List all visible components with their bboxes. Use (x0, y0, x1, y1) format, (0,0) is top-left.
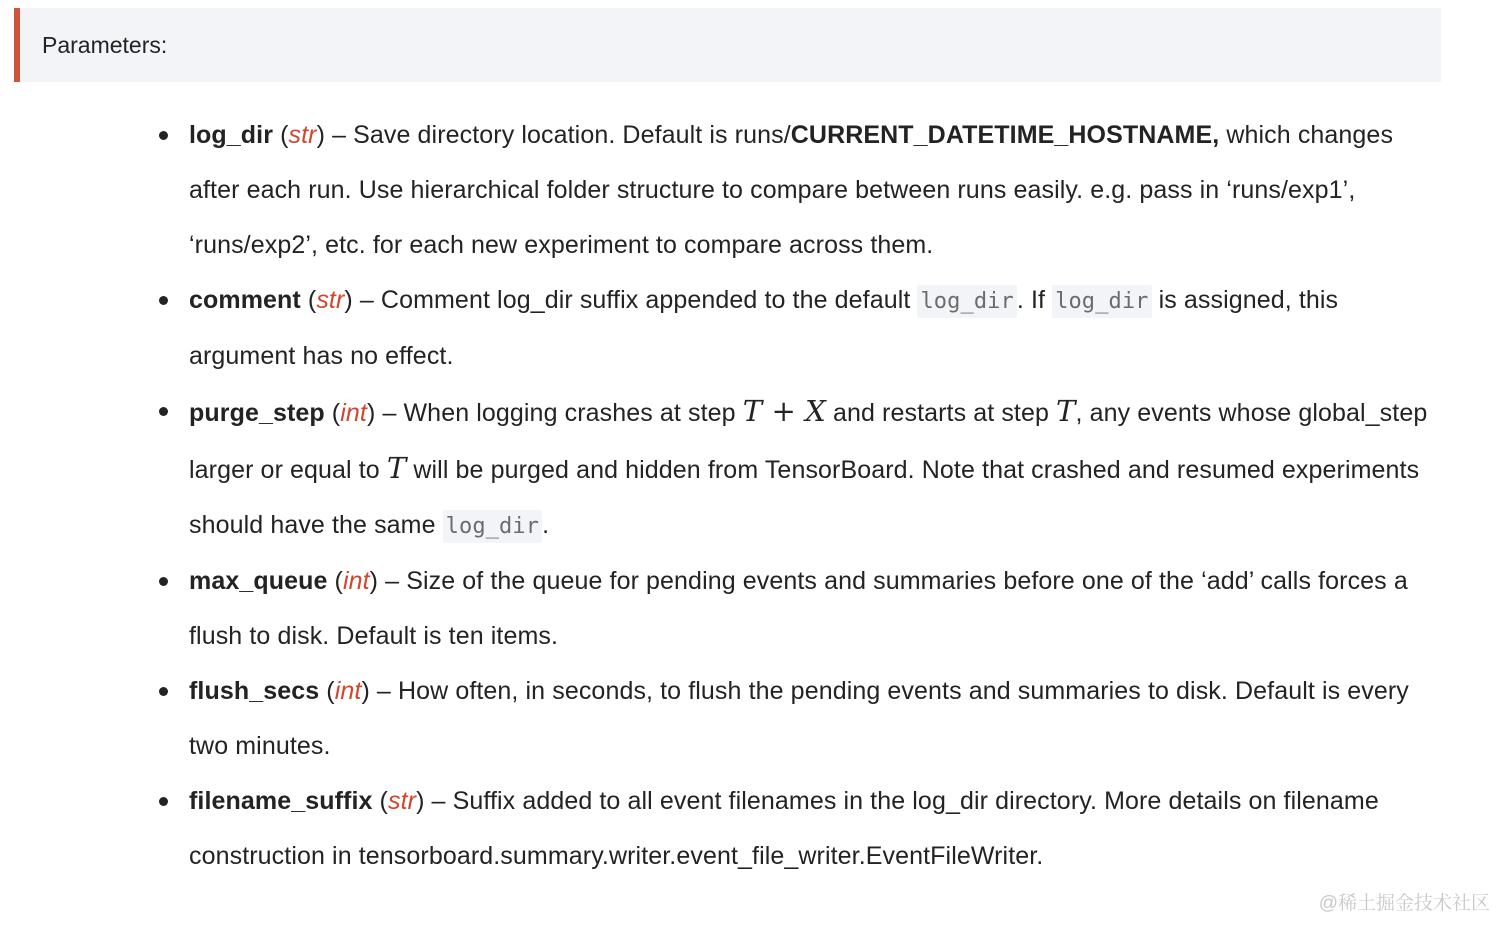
math-expr: T (386, 451, 407, 485)
parameter-item-flush_secs (189, 664, 1440, 774)
watermark: @稀土掘金技术社区 (1318, 893, 1490, 914)
parameters-header-title: Parameters: (42, 32, 168, 58)
param-text: ( (273, 121, 289, 149)
param-type: int (334, 677, 362, 705)
math-expr: T (1056, 394, 1076, 428)
parameter-item-log_dir (189, 108, 1440, 273)
parameter-item-filename_suffix (189, 774, 1440, 884)
param-text: . (542, 511, 550, 539)
param-text: will be purged and hidden from TensorBoard. Note that crashed and resumed experiments should have the same (189, 456, 1420, 539)
parameter-item-comment (189, 273, 1440, 384)
param-text: CURRENT_DATETIME_HOSTNAME, (790, 121, 1220, 149)
param-text: ) – Comment log_dir suffix appended to the default (344, 286, 918, 314)
inline-code: log_dir (917, 285, 1016, 318)
param-text: ( (324, 399, 341, 427)
param-name: flush_secs (189, 677, 320, 705)
param-type: int (340, 399, 367, 427)
param-text: . If (1016, 286, 1053, 314)
inline-code: log_dir (443, 510, 542, 543)
param-text: ) – Save directory location. Default is runs/ (316, 121, 791, 149)
param-type: int (342, 567, 370, 595)
parameter-item-max_queue (189, 554, 1440, 664)
param-text: ( (300, 286, 317, 314)
param-name: log_dir (189, 121, 274, 149)
param-text: ) – How often, in seconds, to flush the pending events and summaries to disk. Default is every two minutes. (189, 677, 1409, 760)
param-type: str (388, 787, 417, 815)
param-name: max_queue (189, 567, 328, 595)
parameter-item-purge_step (189, 384, 1440, 554)
parameters-header (14, 8, 1441, 82)
param-type: str (316, 286, 345, 314)
param-text: ) – Size of the queue for pending events and summaries before one of the ‘add’ calls forces a flush to disk. Default is ten items. (189, 567, 1408, 650)
param-text: ) – Suffix added to all event filenames in the log_dir directory. More details on filename construction in tensorboard.summary.writer.event_file_writer.EventFileWriter. (189, 787, 1379, 870)
inline-code: log_dir (1052, 285, 1151, 318)
param-type: str (288, 121, 317, 149)
param-text: is assigned, this argument has no effect. (189, 286, 1339, 370)
param-text: ( (372, 787, 388, 815)
param-name: purge_step (189, 399, 325, 427)
parameter-list (0, 108, 1512, 884)
param-text: , any events whose global_step larger or equal to (189, 399, 1428, 484)
param-text: ( (327, 567, 343, 595)
math-expr: T + X (742, 394, 826, 428)
param-name: comment (189, 286, 301, 314)
param-text: and restarts at step (825, 399, 1057, 427)
param-text: which changes after each run. Use hierarchical folder structure to compare between runs easily. e.g. pass in ‘runs/exp1’, ‘runs/exp2’, etc. for each new experiment to compare across them. (189, 121, 1394, 259)
param-text: ) – When logging crashes at step (366, 399, 743, 427)
param-name: filename_suffix (189, 787, 373, 815)
param-text: ( (319, 677, 335, 705)
